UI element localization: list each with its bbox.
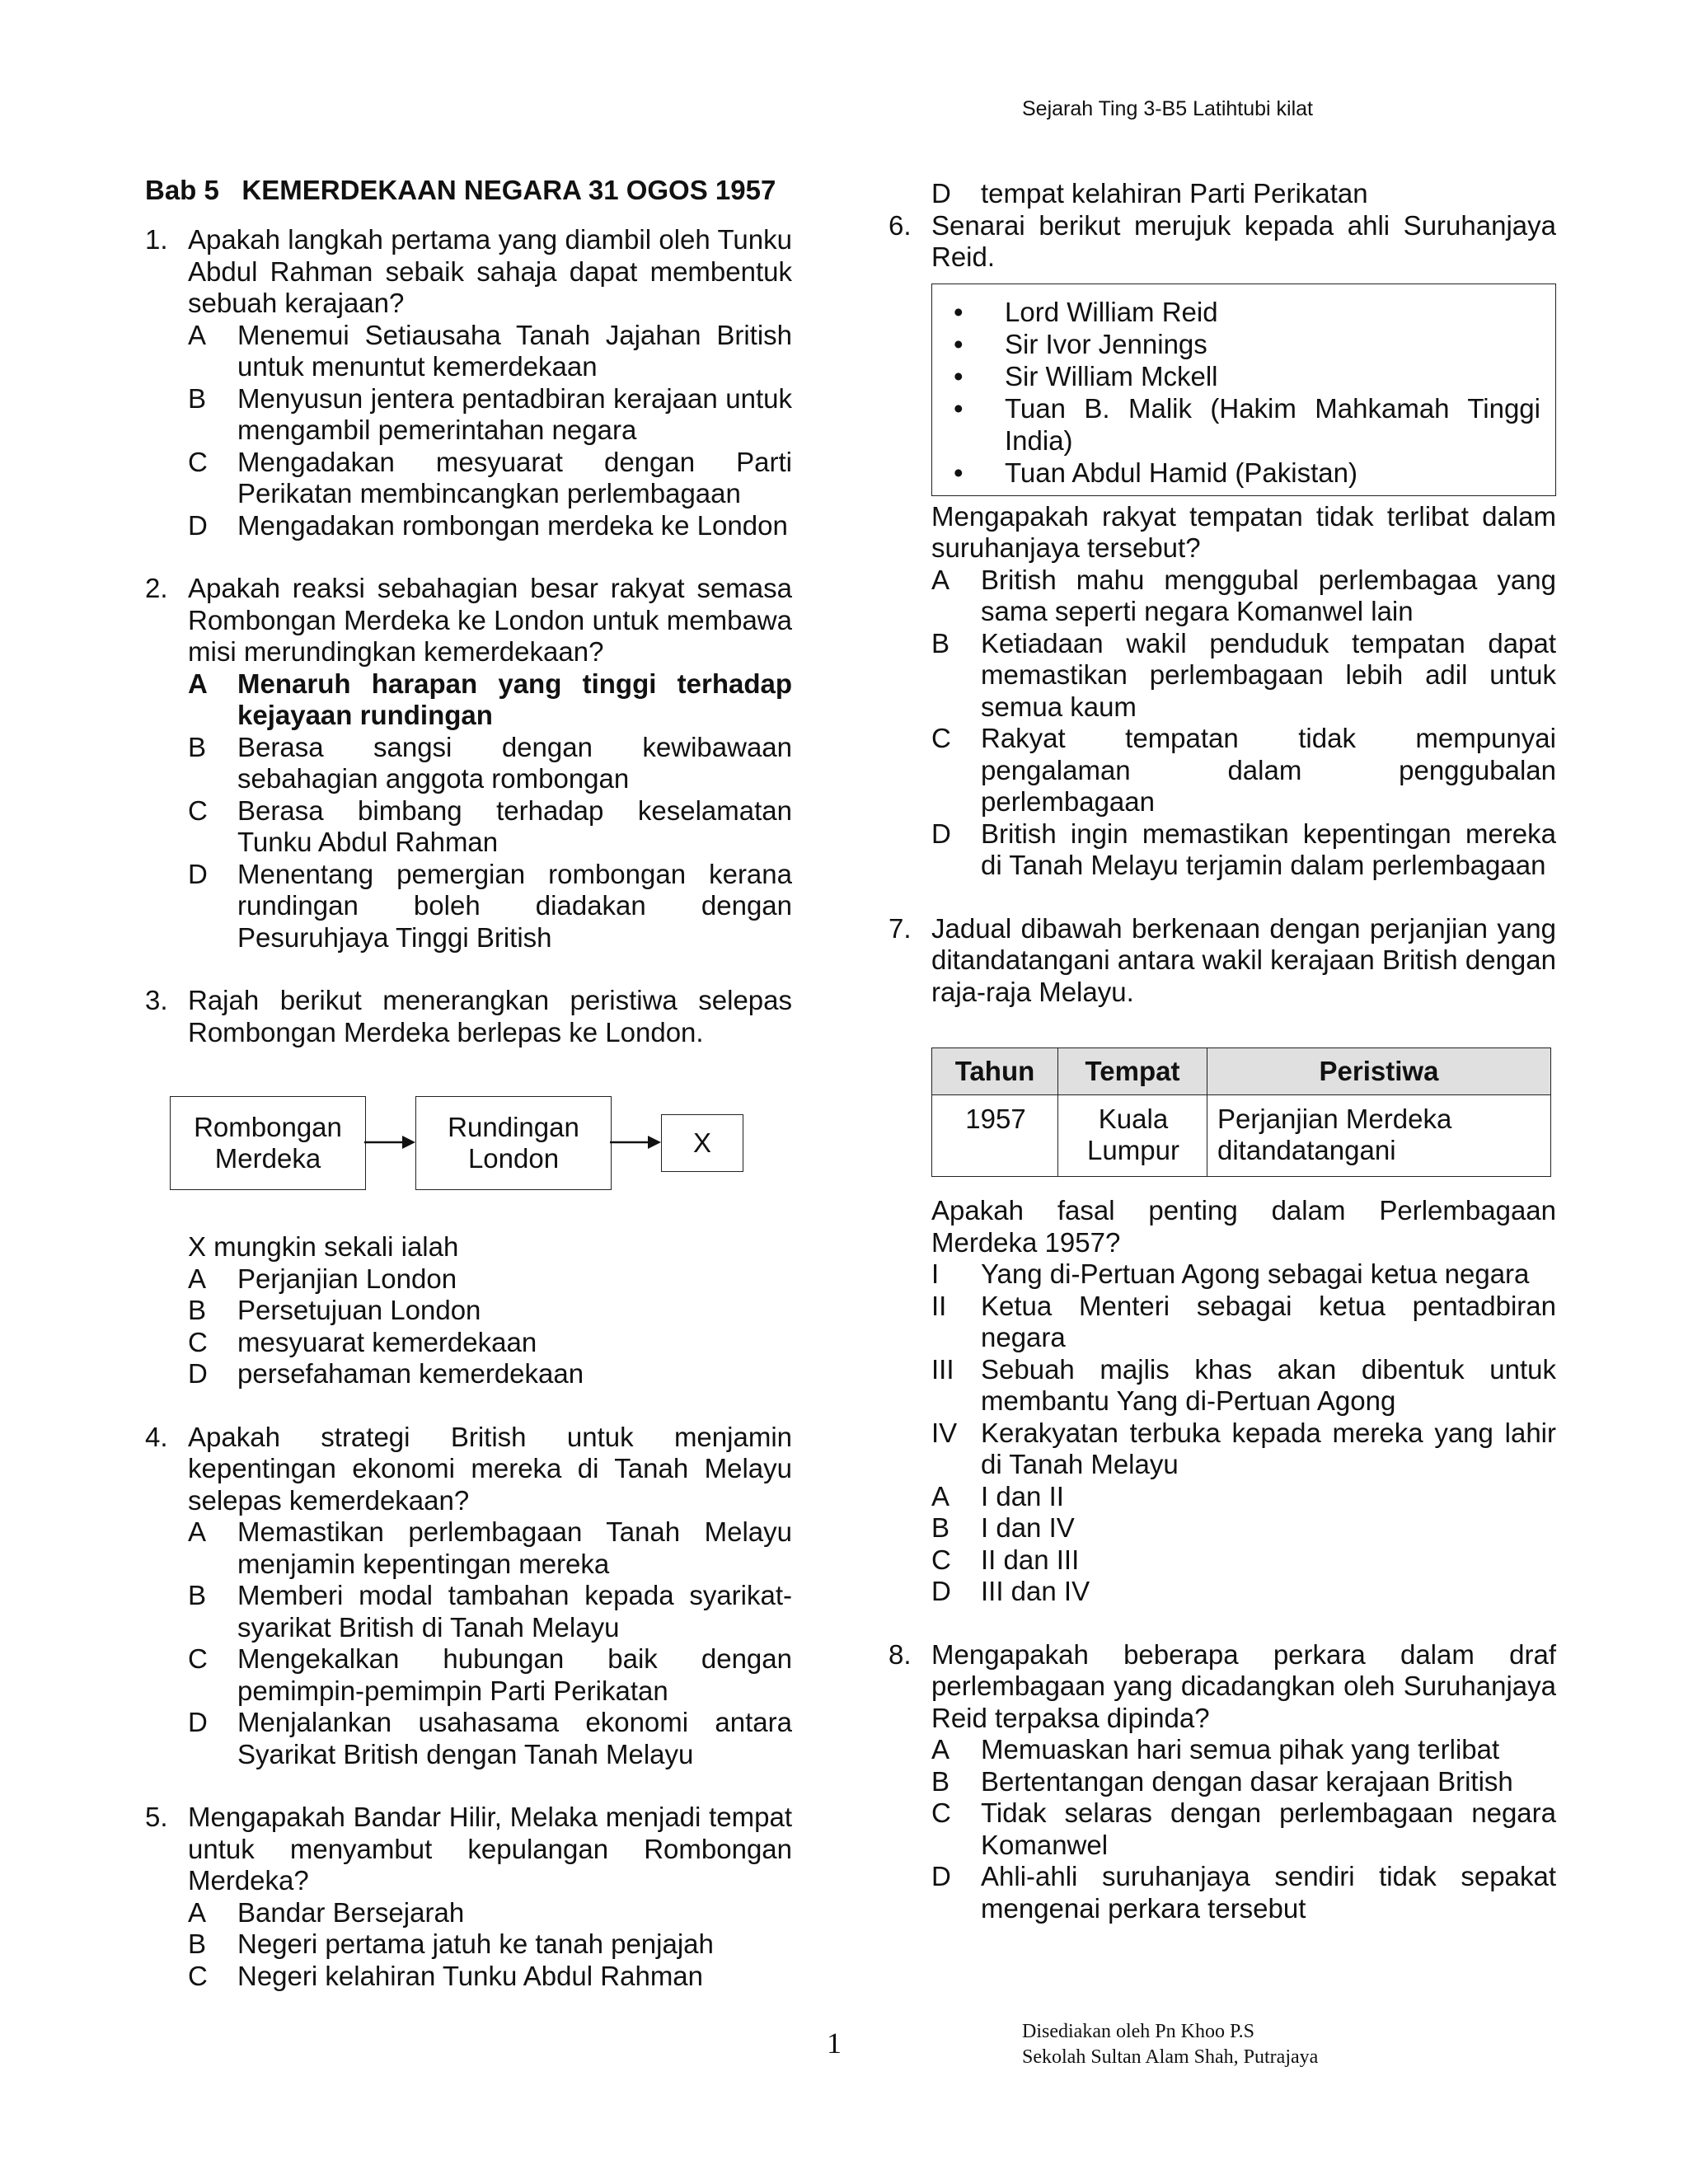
list-item: • Sir Ivor Jennings: [954, 328, 1207, 359]
option-text: II dan III: [981, 1544, 1080, 1575]
option-text: Mengekalkan hubungan baik dengan pemimpin-pemimpin Parti Perikatan: [237, 1643, 792, 1706]
option-text: Memberi modal tambahan kepada syarikat-syarikat British di Tanah Melayu: [237, 1580, 792, 1643]
option-letter: B: [188, 382, 207, 414]
chapter-title: [145, 175, 792, 206]
question-stem: Mengapakah beberapa perkara dalam draf perlembagaan yang dicadangkan oleh Suruhanjaya Reid terpaksa dipinda?: [931, 1638, 1556, 1733]
option-text: British mahu menggubal perlembagaa yang sama seperti negara Komanwel lain: [981, 564, 1556, 626]
option-d[interactable]: [931, 1576, 1556, 1608]
right-column: [889, 178, 1556, 1956]
option-b[interactable]: [188, 732, 792, 795]
question-stem: Jadual dibawah berkenaan dengan perjanjian yang ditandatangani antara wakil kerajaan British dengan raja-raja Melayu.: [931, 912, 1556, 1007]
table-cell: 1957: [932, 1095, 1058, 1177]
option-a[interactable]: [931, 565, 1556, 628]
option-d[interactable]: [188, 859, 792, 954]
option-letter: A: [931, 1480, 950, 1511]
option-b[interactable]: [188, 1295, 792, 1327]
question-stem: Mengapakah Bandar Hilir, Melaka menjadi tempat untuk menyambut kepulangan Rombongan Merdeka?: [188, 1802, 792, 1896]
option-c[interactable]: [188, 795, 792, 859]
option-d[interactable]: [188, 1707, 792, 1770]
statement-text: Kerakyatan terbuka kepada mereka yang lahir di Tanah Melayu: [981, 1417, 1556, 1479]
option-letter: D: [931, 818, 951, 849]
option-text: Mengadakan rombongan merdeka ke London: [237, 509, 788, 541]
question-number: 5.: [145, 1802, 168, 1832]
option-d[interactable]: [931, 1861, 1556, 1924]
option-text: Bandar Bersejarah: [237, 1896, 465, 1928]
option-d[interactable]: [188, 1358, 792, 1390]
question-number: 4.: [145, 1421, 168, 1452]
diagram-arrows: [145, 1075, 771, 1231]
option-d[interactable]: [931, 818, 1556, 882]
option-letter: A: [188, 1516, 207, 1547]
list-item: • Tuan B. Malik (Hakim Mahkamah Tinggi India): [954, 392, 1540, 456]
option-letter: C: [188, 1960, 208, 1991]
option-b[interactable]: [931, 1766, 1556, 1798]
question-stem: Rajah berikut menerangkan peristiwa selepas Rombongan Merdeka berlepas ke London.: [188, 985, 792, 1047]
question-number: 3.: [145, 985, 168, 1015]
option-letter: C: [188, 1643, 208, 1674]
question-number: 2.: [145, 573, 168, 603]
table-cell: Kuala Lumpur: [1058, 1095, 1207, 1177]
statement-number: II: [931, 1290, 947, 1321]
question-number: 8.: [889, 1638, 912, 1670]
option-a[interactable]: [931, 1481, 1556, 1513]
question-7: [889, 913, 1556, 1608]
option-text: III dan IV: [981, 1576, 1090, 1606]
option-letter: B: [188, 1295, 207, 1325]
question-number: 7.: [889, 912, 912, 944]
option-text: Menemui Setiausaha Tanah Jajahan British untuk menuntut kemerdekaan: [237, 319, 792, 382]
option-letter: D: [931, 1861, 951, 1891]
option-letter: C: [931, 723, 951, 753]
option-text: Memastikan perlembagaan Tanah Melayu menjamin kepentingan mereka: [237, 1516, 792, 1579]
option-letter: C: [931, 1797, 951, 1828]
option-b[interactable]: [931, 1512, 1556, 1544]
option-text: Ketiadaan wakil penduduk tempatan dapat memastikan perlembagaan lebih adil untuk semua kaum: [981, 627, 1556, 722]
option-letter: D: [188, 1707, 208, 1737]
option-a[interactable]: [188, 1516, 792, 1580]
question-number: 1.: [145, 224, 168, 255]
statement-number: I: [931, 1258, 940, 1289]
question-prompt: Mengapakah rakyat tempatan tidak terlibat dalam suruhanjaya tersebut?: [931, 500, 1556, 563]
question-4: [145, 1422, 792, 1771]
question-stem: Apakah reaksi sebahagian besar rakyat semasa Rombongan Merdeka ke London untuk membawa misi merundingkan kemerdekaan?: [188, 573, 792, 667]
option-text: British ingin memastikan kepentingan mereka di Tanah Melayu terjamin dalam perlembagaan: [981, 818, 1556, 880]
statement-number: IV: [931, 1417, 958, 1448]
option-text: tempat kelahiran Parti Perikatan: [981, 178, 1368, 209]
option-text: Menentang pemergian rombongan kerana rundingan boleh diadakan dengan Pesuruhjaya Tinggi British: [237, 858, 792, 953]
option-letter: B: [931, 1765, 950, 1797]
option-text: Tidak selaras dengan perlembagaan negara Komanwel: [981, 1797, 1556, 1860]
list-item: • Tuan Abdul Hamid (Pakistan): [954, 457, 1357, 488]
option-a-answer[interactable]: [188, 668, 792, 732]
option-letter: A: [931, 1734, 950, 1765]
option-c[interactable]: [188, 1643, 792, 1707]
option-letter: D: [931, 1576, 951, 1606]
table-cell: Perjanjian Merdeka ditandatangani: [1207, 1095, 1551, 1177]
diagram-box-x: X: [661, 1114, 743, 1172]
option-b[interactable]: [188, 1580, 792, 1643]
question-5: [145, 1802, 792, 1992]
option-text: I dan IV: [981, 1512, 1075, 1543]
option-letter: B: [931, 627, 950, 658]
question-3: [145, 985, 792, 1390]
option-b[interactable]: [188, 1929, 792, 1961]
option-letter: D: [188, 509, 208, 541]
table-header: Tahun: [932, 1048, 1058, 1095]
chapter-name: KEMERDEKAAN NEGARA 31 OGOS 1957: [241, 175, 776, 205]
option-a[interactable]: [188, 1897, 792, 1929]
option-letter: B: [931, 1512, 950, 1543]
question-prompt: Apakah fasal penting dalam Perlembagaan Merdeka 1957?: [931, 1195, 1556, 1258]
option-letter: A: [188, 668, 208, 699]
option-b[interactable]: [188, 383, 792, 447]
option-a[interactable]: [931, 1734, 1556, 1766]
credit-school: Sekolah Sultan Alam Shah, Putrajaya: [1022, 2046, 1319, 2068]
statement-i: [931, 1258, 1556, 1291]
option-letter: A: [188, 319, 207, 350]
option-text: persefahaman kemerdekaan: [237, 1358, 584, 1389]
table-row: [932, 1095, 1551, 1177]
table-header: Tempat: [1058, 1048, 1207, 1095]
option-c[interactable]: [188, 1961, 792, 1993]
option-text: Bertentangan dengan dasar kerajaan British: [981, 1765, 1513, 1797]
option-d[interactable]: [188, 510, 792, 542]
option-letter: B: [188, 1580, 207, 1610]
option-c[interactable]: [188, 447, 792, 510]
option-text: Berasa bimbang terhadap keselamatan Tunku Abdul Rahman: [237, 794, 792, 857]
option-letter: C: [188, 446, 208, 477]
diagram-box-rombongan: Rombongan Merdeka: [170, 1096, 366, 1190]
option-c[interactable]: [931, 723, 1556, 818]
option-text: Persetujuan London: [237, 1295, 481, 1325]
left-column: [145, 175, 792, 2023]
option-text: Memuaskan hari semua pihak yang terlibat: [981, 1734, 1500, 1765]
question-prompt: X mungkin sekali ialah: [188, 1231, 459, 1262]
statement-text: Sebuah majlis khas akan dibentuk untuk membantu Yang di-Pertuan Agong: [981, 1353, 1556, 1416]
option-text: Negeri pertama jatuh ke tanah penjajah: [237, 1929, 714, 1959]
list-item: • Sir William Mckell: [954, 360, 1218, 391]
question-5-continued: [889, 178, 1556, 210]
statement-iv: [931, 1418, 1556, 1481]
option-a[interactable]: [188, 1263, 792, 1296]
option-text: Perjanjian London: [237, 1263, 457, 1294]
question-stem: Apakah langkah pertama yang diambil oleh Tunku Abdul Rahman sebaik sahaja dapat membentuk sebuah kerajaan?: [188, 224, 792, 318]
option-letter: B: [188, 1929, 207, 1959]
option-text: mesyuarat kemerdekaan: [237, 1326, 537, 1357]
option-a[interactable]: [188, 320, 792, 383]
option-c[interactable]: [931, 1797, 1556, 1861]
diagram-box-rundingan: Rundingan London: [415, 1096, 612, 1190]
question-stem: Senarai berikut merujuk kepada ahli Suruhanjaya Reid.: [931, 209, 1556, 272]
treaty-table: [931, 1047, 1551, 1177]
question-number: 6.: [889, 209, 912, 241]
member-list-box: [931, 284, 1556, 496]
option-letter: C: [188, 794, 208, 826]
list-item: • Lord William Reid: [954, 296, 1218, 327]
option-letter: D: [931, 178, 951, 209]
option-letter: A: [931, 564, 950, 595]
credit-author: Disediakan oleh Pn Khoo P.S: [1022, 2021, 1254, 2042]
option-letter: A: [188, 1896, 207, 1928]
statement-text: Ketua Menteri sebagai ketua pentadbiran negara: [981, 1290, 1556, 1352]
flow-diagram: [145, 1075, 771, 1231]
option-text: Negeri kelahiran Tunku Abdul Rahman: [237, 1960, 704, 1991]
option-text: Ahli-ahli suruhanjaya sendiri tidak sepakat mengenai perkara tersebut: [981, 1861, 1556, 1924]
option-letter: C: [188, 1326, 208, 1357]
option-letter: B: [188, 731, 207, 762]
option-text: Menaruh harapan yang tinggi terhadap kejayaan rundingan: [237, 668, 792, 730]
arrow-head-2: [648, 1136, 661, 1149]
option-text: Berasa sangsi dengan kewibawaan sebahagian anggota rombongan: [237, 731, 792, 794]
option-text: I dan II: [981, 1480, 1064, 1511]
option-text: Menjalankan usahasama ekonomi antara Syarikat British dengan Tanah Melayu: [237, 1707, 792, 1769]
statement-number: III: [931, 1353, 954, 1385]
question-1: [145, 224, 792, 541]
statement-text: Yang di-Pertuan Agong sebagai ketua negara: [981, 1258, 1530, 1289]
option-c[interactable]: [931, 1544, 1556, 1577]
option-c[interactable]: [188, 1327, 792, 1359]
option-text: Rakyat tempatan tidak mempunyai pengalaman dalam penggubalan perlembagaan: [981, 723, 1556, 817]
question-8: [889, 1639, 1556, 1925]
option-letter: D: [188, 1358, 208, 1389]
table-header: Peristiwa: [1207, 1048, 1551, 1095]
question-2: [145, 573, 792, 954]
option-d[interactable]: [931, 178, 1556, 210]
chapter-number: Bab 5: [145, 175, 219, 205]
page-number: 1: [827, 2027, 842, 2060]
question-stem: Apakah strategi British untuk menjamin kepentingan ekonomi mereka di Tanah Melayu selepas kemerdekaan?: [188, 1421, 792, 1516]
arrow-head-1: [402, 1136, 415, 1149]
option-b[interactable]: [931, 628, 1556, 724]
option-letter: A: [188, 1263, 207, 1294]
question-6: [889, 210, 1556, 882]
statement-iii: [931, 1354, 1556, 1418]
page-header: Sejarah Ting 3-B5 Latihtubi kilat: [1022, 97, 1313, 120]
option-text: Mengadakan mesyuarat dengan Parti Perikatan membincangkan perlembagaan: [237, 446, 792, 509]
footer-credit: [1022, 2019, 1318, 2070]
option-text: Menyusun jentera pentadbiran kerajaan untuk mengambil pemerintahan negara: [237, 382, 792, 445]
option-letter: C: [931, 1544, 951, 1575]
table-header-row: [932, 1048, 1551, 1095]
statement-ii: [931, 1291, 1556, 1354]
option-letter: D: [188, 858, 208, 889]
